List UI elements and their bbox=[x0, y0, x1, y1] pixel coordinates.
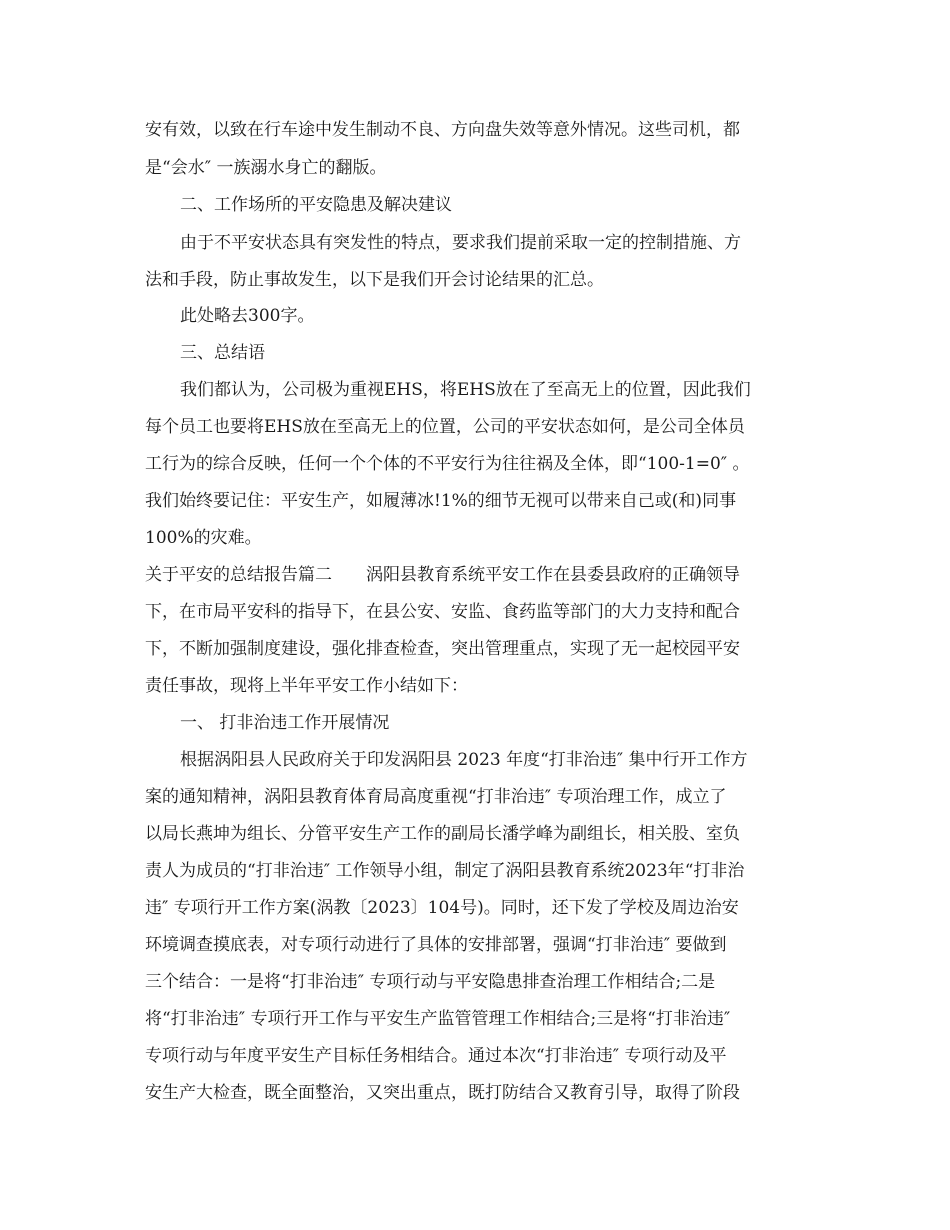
text-line: 下，不断加强制度建设，强化排查检查，突出管理重点，实现了无一起校园平安 bbox=[145, 639, 740, 659]
text-line: 由于不平安状态具有突发性的特点，要求我们提前采取一定的控制措施、方 bbox=[180, 233, 741, 253]
text-line: 责任事故，现将上半年平安工作小结如下： bbox=[145, 676, 468, 696]
text-line: 根据涡阳县人民政府关于印发涡阳县 2023 年度“打非治违″ 集中行开工作方 bbox=[180, 750, 748, 770]
text-line: 安生产大检查，既全面整治，又突出重点，既打防结合又教育引导，取得了阶段 bbox=[145, 1083, 740, 1103]
text-line: 将“打非治违″ 专项行开工作与平安生产监管管理工作相结合;三是将“打非治违″ bbox=[145, 1009, 731, 1029]
text-line: 每个员工也要将EHS放在至高无上的位置，公司的平安状态如何，是公司全体员 bbox=[145, 417, 745, 437]
report-title-line: 关于平安的总结报告篇二 涡阳县教育系统平安工作在县委县政府的正确领导 bbox=[145, 565, 740, 585]
section-heading: 二、工作场所的平安隐患及解决建议 bbox=[180, 195, 452, 215]
text-line: 违″ 专项行开工作方案(涡教〔2023〕104号)。同时，还下发了学校及周边治安 bbox=[145, 898, 739, 918]
section-heading: 一、 打非治违工作开展情况 bbox=[180, 713, 390, 733]
text-line: 环境调查摸底表，对专项行动进行了具体的安排部署，强调“打非治违″ 要做到 bbox=[145, 935, 727, 955]
text-line: 我们都认为，公司极为重视EHS，将EHS放在了至高无上的位置，因此我们 bbox=[180, 380, 751, 400]
text-line: 以局长燕坤为组长、分管平安生产工作的副局长潘学峰为副组长，相关股、室负 bbox=[145, 824, 740, 844]
text-line: 责人为成员的“打非治违″ 工作领导小组，制定了涡阳县教育系统2023年“打非治 bbox=[145, 861, 745, 881]
text-line: 案的通知精神，涡阳县教育体育局高度重视“打非治违″ 专项治理工作，成立了 bbox=[145, 787, 727, 807]
text-line: 专项行动与年度平安生产目标任务相结合。通过本次“打非治违″ 专项行动及平 bbox=[145, 1046, 727, 1066]
text-line: 是“会水″ 一族溺水身亡的翻版。 bbox=[145, 158, 387, 178]
text-line: 工行为的综合反映，任何一个个体的不平安行为往往祸及全体，即“100-1=0″ 。 bbox=[145, 454, 750, 474]
text-line: 法和手段，防止事故发生，以下是我们开会讨论结果的汇总。 bbox=[145, 270, 604, 290]
section-heading: 三、总结语 bbox=[180, 343, 265, 363]
text-line: 100%的灾难。 bbox=[145, 528, 262, 548]
text-line: 我们始终要记住：平安生产，如履薄冰!1%的细节无视可以带来自己或(和)同事 bbox=[145, 491, 737, 511]
text-line: 此处略去300字。 bbox=[180, 306, 315, 326]
text-line: 下，在市局平安科的指导下，在县公安、安监、食药监等部门的大力支持和配合 bbox=[145, 602, 740, 622]
text-line: 安有效，以致在行车途中发生制动不良、方向盘失效等意外情况。这些司机，都 bbox=[145, 120, 740, 140]
text-line: 三个结合：一是将“打非治违″ 专项行动与平安隐患排查治理工作相结合;二是 bbox=[145, 972, 716, 992]
